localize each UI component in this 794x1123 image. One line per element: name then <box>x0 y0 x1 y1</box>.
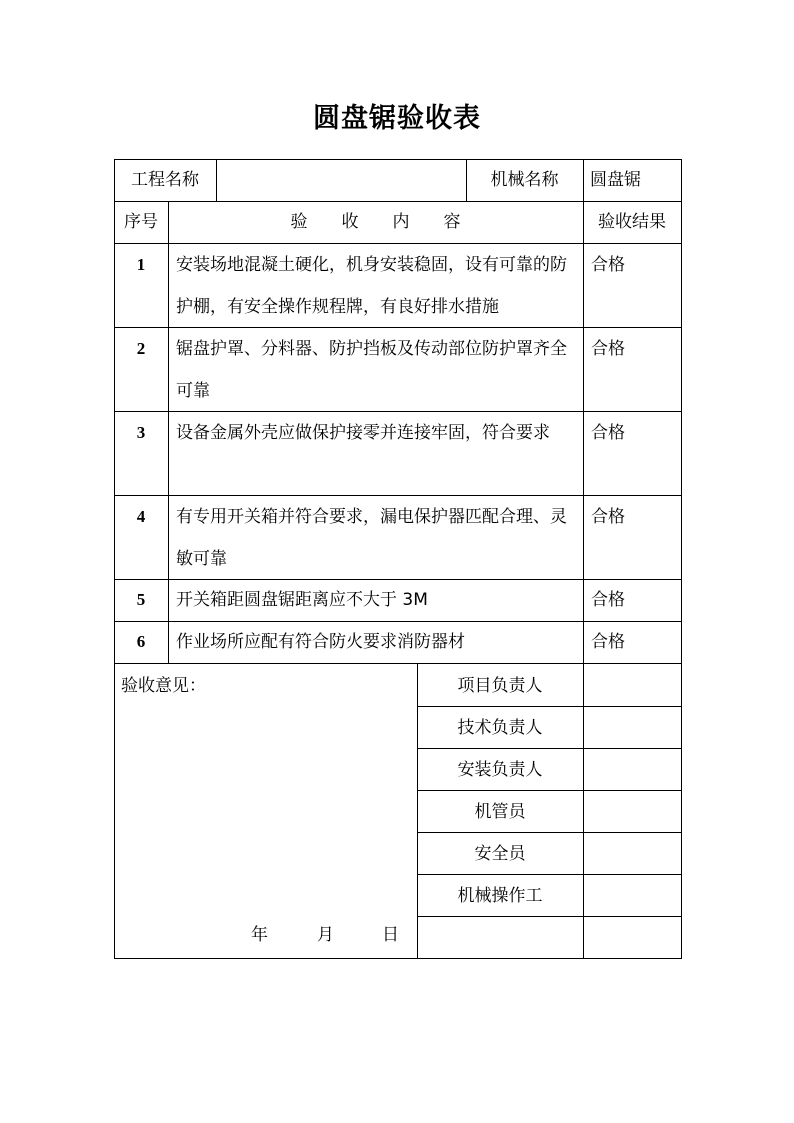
signature-field[interactable] <box>584 833 681 874</box>
row-index: 2 <box>136 339 146 358</box>
row-index: 1 <box>136 255 146 274</box>
row-result: 合格 <box>591 590 625 610</box>
row-result: 合格 <box>591 423 625 443</box>
machine-name-value: 圆盘锯 <box>590 170 641 190</box>
signer-installation-lead: 安装负责人 <box>457 760 543 780</box>
table-rule <box>417 916 682 917</box>
table-rule <box>168 201 169 663</box>
row-index: 5 <box>136 590 146 609</box>
signature-field[interactable] <box>584 749 681 790</box>
signer-project-manager: 项目负责人 <box>457 676 543 696</box>
date-day-label: 日 <box>382 925 399 945</box>
page-title: 圆盘锯验收表 <box>313 103 481 134</box>
row-content: 有专用开关箱并符合要求，漏电保护器匹配合理、灵敏可靠 <box>176 507 567 569</box>
signature-field[interactable] <box>584 664 681 706</box>
row-result: 合格 <box>591 255 625 275</box>
row-content: 设备金属外壳应做保护接零并连接牢固，符合要求 <box>176 423 550 443</box>
signer-technical-lead: 技术负责人 <box>457 718 543 738</box>
table-border-right <box>681 159 682 959</box>
table-border-left <box>114 159 115 959</box>
row-index: 6 <box>136 632 146 651</box>
column-header-index: 序号 <box>124 212 158 232</box>
signature-field[interactable] <box>584 707 681 748</box>
table-rule <box>583 159 584 663</box>
row-content: 作业场所应配有符合防火要求消防器材 <box>176 632 465 652</box>
table-border-bottom <box>114 958 682 959</box>
row-result: 合格 <box>591 507 625 527</box>
row-result: 合格 <box>591 632 625 652</box>
signature-field[interactable] <box>584 791 681 832</box>
opinion-label: 验收意见： <box>121 676 206 696</box>
date-year-label: 年 <box>251 925 268 945</box>
table-border-top <box>114 159 682 160</box>
table-rule <box>114 201 682 202</box>
row-content: 安装场地混凝土硬化，机身安装稳固，设有可靠的防护棚，有安全操作规程牌，有良好排水措施 <box>176 255 567 317</box>
row-content: 锯盘护罩、分料器、防护挡板及传动部位防护罩齐全可靠 <box>176 339 567 401</box>
project-name-label: 工程名称 <box>131 170 199 190</box>
column-header-content: 验 收 内 容 <box>290 212 461 232</box>
row-index: 3 <box>136 423 146 442</box>
column-header-result: 验收结果 <box>598 212 666 232</box>
row-result: 合格 <box>591 339 625 359</box>
signer-safety-officer: 安全员 <box>474 844 526 864</box>
row-index: 4 <box>136 507 146 526</box>
row-content: 开关箱距圆盘锯距离应不大于 3M <box>176 590 428 610</box>
signer-machine-operator: 机械操作工 <box>457 886 543 906</box>
machine-name-label: 机械名称 <box>490 170 559 190</box>
signer-equipment-manager: 机管员 <box>474 802 526 822</box>
date-month-label: 月 <box>317 925 334 945</box>
signature-field[interactable] <box>584 875 681 916</box>
table-rule <box>216 159 217 201</box>
